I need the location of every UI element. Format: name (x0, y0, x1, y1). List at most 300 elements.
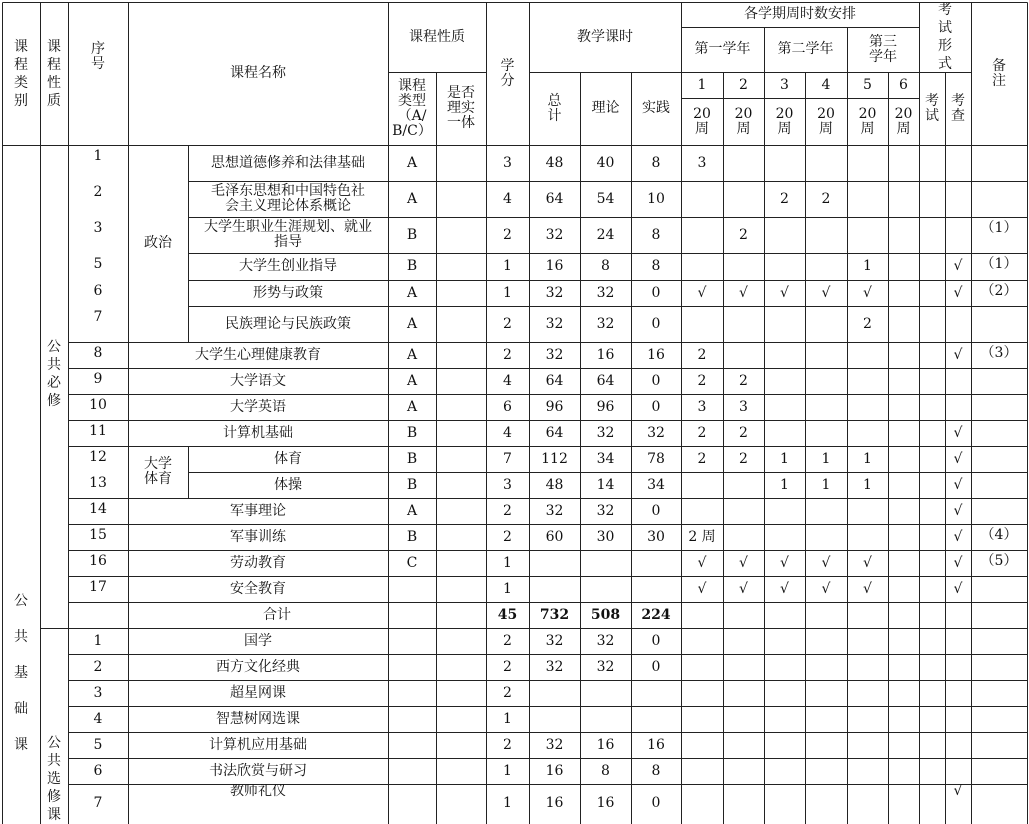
credit: 1 (503, 580, 512, 597)
semester-hours (805, 145, 847, 181)
assess-check: √ (953, 258, 963, 274)
hours-practice: 34 (647, 476, 665, 493)
remark (971, 446, 1027, 472)
row-no: 6 (93, 762, 103, 779)
semester-hours (805, 342, 847, 368)
semester-hours: 2 (697, 450, 707, 467)
course-name: 大学生职业生涯规划、就业 指导 (204, 219, 372, 250)
semester-hours (681, 472, 723, 498)
credit: 3 (503, 476, 512, 493)
hours-theory: 16 (596, 346, 615, 363)
hours-practice: 8 (651, 762, 661, 779)
assess-check (945, 758, 971, 784)
semester-hours (888, 394, 919, 420)
assess-check (945, 680, 971, 706)
semester-hours: 2 (697, 346, 707, 363)
header-weeks-1: 20 周 (693, 105, 711, 137)
header-year2: 第二学年 (777, 41, 834, 57)
semester-hours: 1 (863, 258, 872, 274)
row-no: 11 (89, 423, 107, 439)
assess-check (945, 181, 971, 217)
row-no: 12 (89, 449, 107, 465)
remark (971, 576, 1027, 602)
semester-hours (805, 420, 847, 446)
semester-hours (681, 306, 723, 342)
hours-total: 112 (541, 450, 568, 467)
subtotal-theory: 508 (590, 606, 621, 623)
semester-hours (723, 253, 764, 280)
semester-hours (764, 342, 805, 368)
hours-total: 32 (545, 736, 564, 753)
header-course-type: 课程 类型 （A/ B/C） (392, 77, 432, 139)
hours-practice: 0 (651, 284, 661, 301)
row-no: 15 (89, 527, 107, 543)
semester-hours (805, 368, 847, 394)
remark: （1） (980, 220, 1018, 236)
header-course-category: 课 程 类 别 (14, 38, 28, 109)
semester-hours (888, 550, 919, 576)
semester-hours (764, 306, 805, 342)
semester-hours (681, 498, 723, 524)
semester-hours (888, 472, 919, 498)
hours-total: 16 (545, 762, 564, 779)
required-label: 公 共 必 修 (47, 338, 61, 409)
row-no: 4 (93, 710, 103, 727)
assess-check: √ (953, 346, 963, 363)
hours-practice: 16 (647, 346, 665, 363)
assess-check: √ (953, 580, 963, 597)
category-label: 公 共 基 础 课 (14, 593, 28, 753)
credit: 7 (503, 450, 512, 467)
semester-hours (888, 342, 919, 368)
row-no: 16 (89, 553, 107, 569)
remark (971, 181, 1027, 217)
semester-hours: 3 (697, 398, 707, 415)
header-assess: 考 查 (951, 92, 965, 124)
semester-hours (764, 394, 805, 420)
row-no: 13 (89, 475, 107, 491)
semester-hours (805, 253, 847, 280)
course-type: A (406, 398, 418, 415)
remark: （4） (980, 527, 1018, 543)
hours-total: 48 (545, 476, 564, 493)
hours-total: 16 (545, 794, 564, 811)
hours-theory: 40 (596, 154, 615, 171)
group-pe: 大学 体育 (144, 456, 172, 487)
semester-hours (847, 368, 888, 394)
hours-practice: 8 (651, 258, 661, 274)
credit: 3 (503, 154, 512, 171)
course-type: B (406, 424, 418, 441)
hours-total: 64 (545, 372, 564, 389)
hours-total: 32 (545, 632, 564, 649)
semester-hours (847, 524, 888, 550)
semester-hours (847, 181, 888, 217)
semester-hours (888, 576, 919, 602)
course-name: 军事理论 (230, 502, 286, 519)
semester-hours (723, 181, 764, 217)
credit: 2 (503, 346, 512, 363)
row-no: 5 (93, 736, 103, 753)
semester-hours: 2 周 (688, 528, 716, 545)
row-no: 10 (89, 397, 107, 413)
semester-hours (888, 217, 919, 253)
assess-check (945, 217, 971, 253)
semester-hours: 1 (780, 476, 789, 493)
subtotal-practice: 224 (641, 606, 671, 623)
credit: 4 (503, 372, 512, 389)
semester-hours (888, 368, 919, 394)
semester-hours (764, 217, 805, 253)
hours-practice (631, 706, 681, 732)
hours-practice: 0 (651, 794, 661, 811)
credit: 4 (503, 190, 512, 207)
header-hours-practice: 实践 (642, 100, 670, 116)
hours-total: 32 (545, 284, 564, 301)
course-type: A (406, 190, 418, 207)
row-no: 1 (93, 148, 103, 164)
semester-hours: √ (863, 284, 872, 301)
hours-theory (580, 576, 631, 602)
credit: 1 (503, 794, 512, 811)
row-no: 2 (93, 658, 103, 675)
assess-check (945, 145, 971, 181)
hours-total: 32 (545, 658, 564, 675)
assess-check (945, 706, 971, 732)
semester-hours (888, 306, 919, 342)
hours-total: 32 (545, 502, 564, 519)
semester-hours (847, 420, 888, 446)
semester-hours (723, 524, 764, 550)
semester-hours (764, 524, 805, 550)
remark (971, 306, 1027, 342)
course-name: 大学生心理健康教育 (195, 346, 321, 363)
course-name: 劳动教育 (230, 554, 286, 571)
semester-hours: 2 (780, 190, 789, 207)
hours-theory: 8 (601, 258, 610, 274)
hours-theory: 16 (596, 736, 615, 753)
hours-theory: 8 (601, 762, 610, 779)
hours-theory (580, 680, 631, 706)
semester-hours: √ (697, 554, 707, 571)
course-type: A (406, 346, 418, 363)
credit: 4 (503, 424, 512, 441)
hours-total: 64 (545, 424, 564, 441)
assess-check: √ (953, 784, 963, 799)
hours-practice: 0 (651, 502, 661, 519)
elective-label: 公 共 选 修 课 (47, 735, 61, 823)
semester-hours: 2 (863, 315, 872, 332)
header-semester-6: 6 (899, 76, 908, 93)
semester-hours: √ (863, 554, 872, 571)
semester-hours (888, 280, 919, 306)
remark (971, 368, 1027, 394)
hours-total: 32 (545, 346, 564, 363)
semester-hours (805, 498, 847, 524)
remark (971, 420, 1027, 446)
course-name: 思想道德修养和法律基础 (211, 154, 365, 171)
hours-theory: 64 (596, 372, 615, 389)
hours-practice: 0 (651, 398, 661, 415)
semester-hours (888, 145, 919, 181)
semester-hours: √ (863, 580, 872, 597)
course-name: 计算机应用基础 (209, 736, 307, 753)
credit: 2 (503, 502, 512, 519)
hours-total: 32 (545, 226, 564, 243)
hours-practice: 0 (651, 658, 661, 675)
course-name: 大学语文 (230, 372, 286, 389)
course-name: 体操 (274, 476, 302, 493)
course-type: B (406, 528, 418, 545)
assess-check: √ (953, 476, 963, 493)
header-hours-theory: 理论 (591, 100, 620, 116)
hours-theory: 32 (596, 658, 615, 675)
row-no: 1 (93, 632, 103, 649)
semester-hours: 1 (821, 450, 831, 467)
header-weeks-4: 20 周 (817, 105, 835, 137)
semester-hours: 2 (821, 190, 831, 207)
header-semester-group: 各学期周时数安排 (744, 6, 856, 22)
semester-hours: 1 (863, 450, 872, 467)
hours-practice (631, 576, 681, 602)
hours-theory: 24 (596, 226, 615, 243)
semester-hours (847, 217, 888, 253)
header-hours-total: 总 计 (547, 92, 562, 124)
subtotal-label: 合计 (263, 606, 291, 623)
semester-hours: √ (780, 580, 789, 597)
hours-theory (580, 706, 631, 732)
semester-hours: √ (780, 554, 789, 571)
header-course-nature: 课 程 性 质 (47, 38, 61, 109)
hours-practice: 0 (651, 315, 661, 332)
row-no: 2 (93, 184, 103, 200)
hours-total: 96 (545, 398, 564, 415)
semester-hours (764, 253, 805, 280)
remark (971, 394, 1027, 420)
semester-hours (805, 524, 847, 550)
semester-hours: 2 (739, 424, 748, 441)
credit: 2 (503, 658, 512, 675)
hours-practice: 8 (651, 226, 661, 243)
course-name: 体育 (274, 450, 302, 467)
course-type: B (406, 258, 418, 274)
credit: 1 (503, 762, 512, 779)
hours-theory: 96 (596, 398, 615, 415)
credit: 2 (503, 315, 512, 332)
semester-hours (888, 253, 919, 280)
header-course-name: 课程名称 (230, 65, 286, 81)
group-politics: 政治 (144, 235, 172, 251)
row-no: 7 (93, 794, 103, 811)
semester-hours (723, 306, 764, 342)
remark (971, 472, 1027, 498)
hours-theory: 34 (596, 450, 615, 467)
hours-practice (631, 550, 681, 576)
course-type: A (406, 154, 418, 171)
hours-total: 48 (545, 154, 564, 171)
hours-practice: 16 (647, 736, 665, 753)
semester-hours: 2 (697, 424, 707, 441)
semester-hours: √ (821, 580, 831, 597)
row-no: 3 (93, 220, 103, 236)
course-type: B (406, 226, 418, 243)
course-type: B (406, 450, 418, 467)
header-weeks-2: 20 周 (734, 105, 753, 137)
semester-hours (681, 181, 723, 217)
hours-theory: 32 (596, 315, 615, 332)
course-name: 民族理论与民族政策 (225, 315, 351, 332)
semester-hours (847, 145, 888, 181)
semester-hours (723, 498, 764, 524)
hours-practice: 30 (647, 528, 665, 545)
header-nature-group: 课程性质 (409, 28, 465, 45)
row-no: 7 (93, 309, 103, 325)
row-no: 5 (93, 256, 103, 272)
course-name: 西方文化经典 (216, 658, 300, 675)
subtotal-credit: 45 (497, 606, 518, 623)
credit: 6 (503, 398, 512, 415)
course-name: 安全教育 (230, 580, 286, 597)
semester-hours: 2 (697, 372, 707, 389)
hours-practice: 0 (651, 632, 661, 649)
row-no: 14 (89, 501, 107, 517)
semester-hours: √ (739, 580, 748, 597)
course-name: 形势与政策 (253, 284, 323, 301)
assess-check (945, 732, 971, 758)
remark: （5） (980, 553, 1018, 569)
hours-total: 32 (545, 315, 564, 332)
semester-hours (805, 217, 847, 253)
semester-hours (723, 342, 764, 368)
hours-practice: 8 (651, 154, 661, 171)
semester-hours: 3 (739, 398, 748, 415)
assess-check (945, 306, 971, 342)
credit: 2 (503, 684, 512, 701)
semester-hours: 1 (780, 450, 789, 467)
semester-hours (847, 342, 888, 368)
hours-theory (580, 550, 631, 576)
hours-total: 16 (545, 258, 564, 274)
course-name: 大学英语 (230, 398, 286, 415)
semester-hours: √ (739, 284, 748, 301)
header-semester-5: 5 (863, 76, 872, 93)
course-name: 书法欣赏与研习 (209, 762, 307, 779)
hours-total (529, 706, 580, 732)
hours-theory: 32 (596, 284, 615, 301)
semester-hours (847, 394, 888, 420)
hours-practice: 10 (647, 190, 665, 207)
course-name: 智慧树网选课 (216, 710, 300, 727)
hours-practice (631, 680, 681, 706)
course-type: A (406, 284, 418, 301)
semester-hours: √ (821, 554, 831, 571)
hours-practice: 0 (651, 372, 661, 389)
hours-theory: 54 (596, 190, 615, 207)
credit: 2 (503, 632, 512, 649)
semester-hours: √ (697, 284, 707, 301)
semester-hours (764, 145, 805, 181)
assess-check: √ (953, 528, 963, 545)
course-name: 教师礼仪 (230, 784, 286, 799)
header-hours-group: 教学课时 (577, 28, 633, 45)
semester-hours (805, 394, 847, 420)
semester-hours (723, 145, 764, 181)
hours-theory: 30 (596, 528, 615, 545)
hours-theory: 32 (596, 424, 615, 441)
course-type (388, 576, 436, 602)
course-name: 超星网课 (230, 684, 286, 701)
header-remarks: 备 注 (992, 57, 1006, 89)
header-weeks-6: 20 周 (894, 105, 913, 137)
semester-hours: 1 (863, 476, 872, 493)
course-type: C (406, 554, 418, 571)
header-weeks-5: 20 周 (858, 105, 877, 137)
remark: （1） (980, 256, 1018, 272)
hours-total: 64 (545, 190, 564, 207)
course-name: 毛泽东思想和中国特色社 会主义理论体系概论 (211, 183, 365, 214)
header-semester-1: 1 (697, 76, 707, 93)
hours-total: 60 (545, 528, 564, 545)
credit: 1 (503, 258, 512, 274)
row-no: 17 (89, 579, 107, 595)
assess-check (945, 654, 971, 680)
course-type: A (406, 315, 418, 332)
remark: （2） (980, 283, 1018, 299)
hours-theory: 32 (596, 502, 615, 519)
course-type: A (406, 372, 418, 389)
header-semester-4: 4 (821, 76, 831, 93)
row-no: 6 (93, 283, 103, 299)
semester-hours (888, 420, 919, 446)
assess-check (945, 394, 971, 420)
assess-check: √ (953, 450, 963, 467)
header-year1: 第一学年 (694, 41, 751, 57)
subtotal-total: 732 (539, 606, 570, 623)
remark (971, 498, 1027, 524)
credit: 2 (503, 736, 512, 753)
row-no: 8 (93, 345, 103, 361)
course-name: 军事训练 (230, 528, 286, 545)
hours-total (529, 680, 580, 706)
hours-practice: 32 (647, 424, 665, 441)
hours-practice: 78 (647, 450, 665, 467)
row-no: 3 (93, 684, 103, 701)
semester-hours: √ (739, 554, 748, 571)
hours-total (529, 550, 580, 576)
semester-hours: 3 (697, 154, 707, 171)
assess-check (945, 628, 971, 654)
header-seq-no: 序 号 (91, 41, 105, 72)
semester-hours (888, 498, 919, 524)
remark (971, 145, 1027, 181)
credit: 2 (503, 528, 512, 545)
course-name: 计算机基础 (223, 424, 293, 441)
credit: 1 (503, 284, 512, 301)
hours-total (529, 576, 580, 602)
hours-theory: 14 (596, 476, 615, 493)
header-exam-group: 考 试 形 式 (938, 2, 952, 72)
header-semester-3: 3 (780, 76, 789, 93)
hours-theory: 32 (596, 632, 615, 649)
semester-hours: 2 (739, 226, 748, 243)
remark: （3） (980, 345, 1018, 361)
semester-hours (681, 217, 723, 253)
header-weeks-3: 20 周 (775, 105, 794, 137)
header-exam: 考 试 (925, 92, 939, 124)
course-type: A (406, 502, 418, 519)
semester-hours (764, 368, 805, 394)
semester-hours: 2 (739, 372, 748, 389)
